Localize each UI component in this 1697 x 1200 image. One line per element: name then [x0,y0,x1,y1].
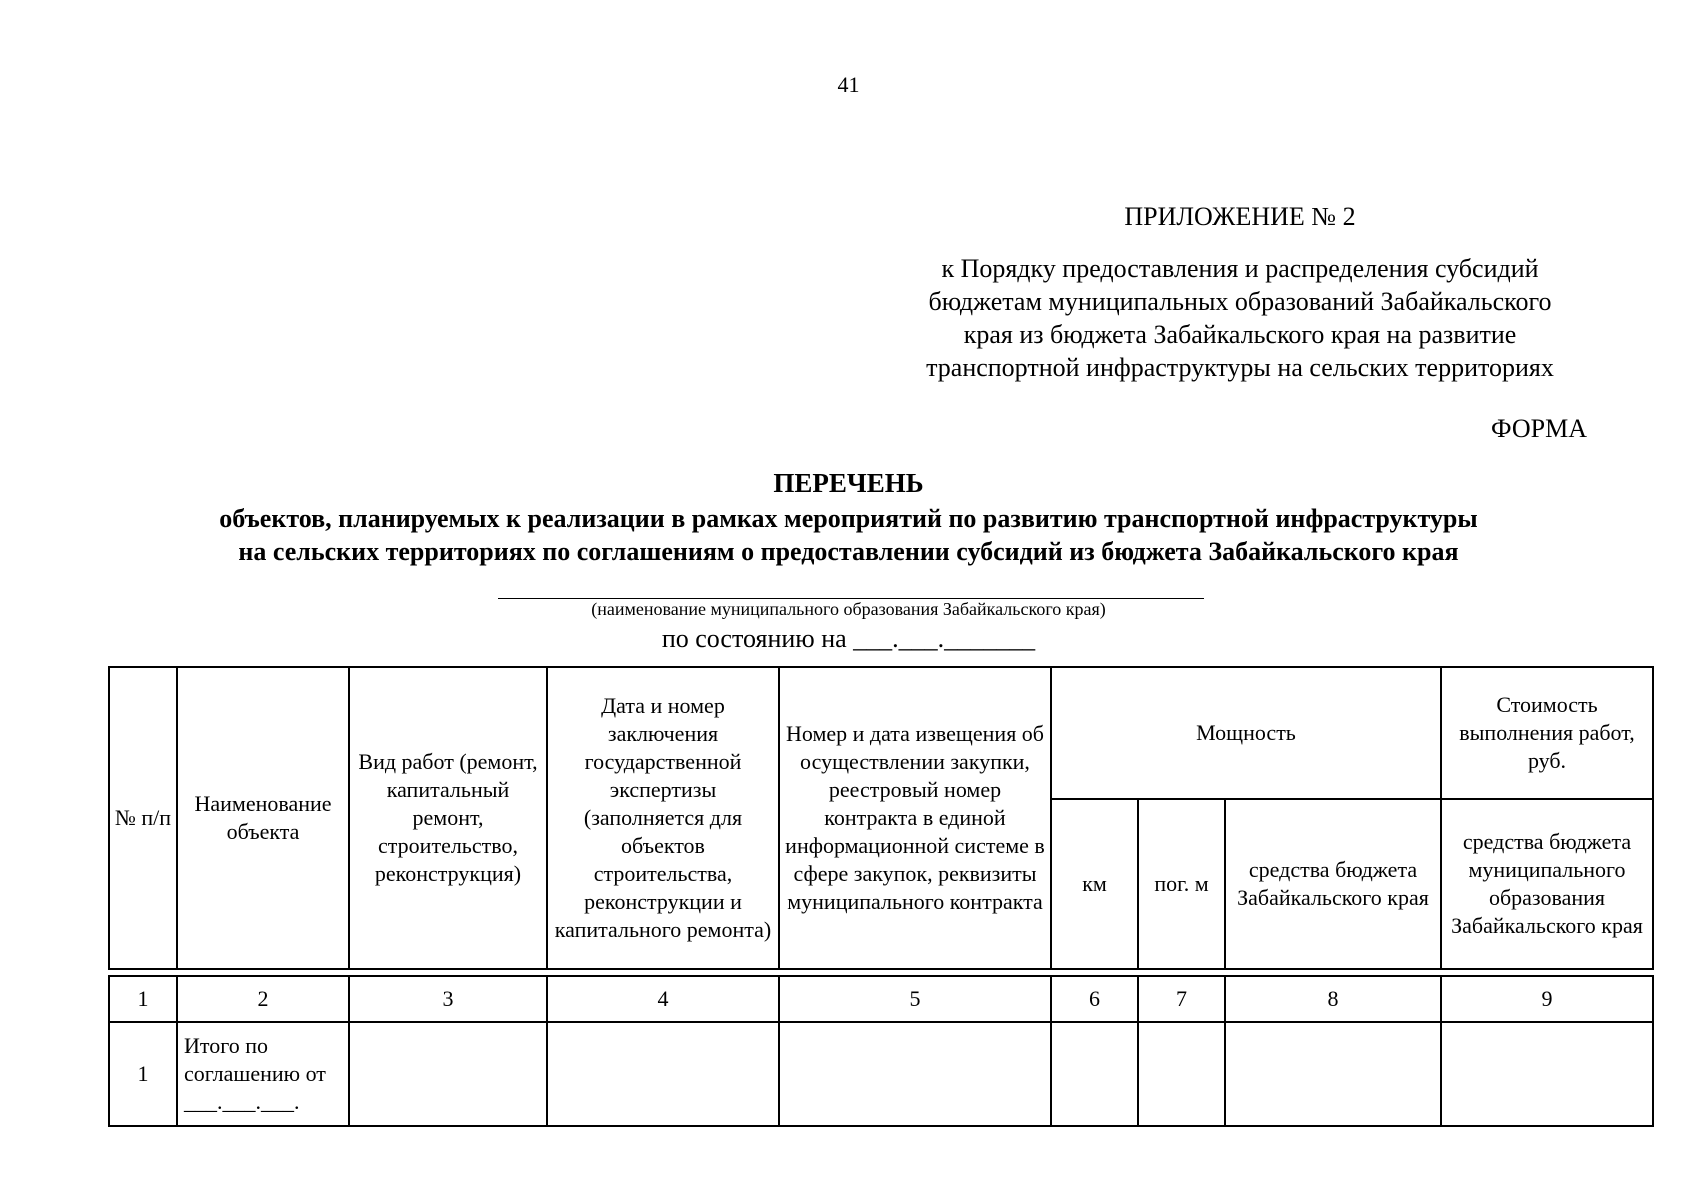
document-subtitle [100,502,1597,568]
column-number: 1 [109,976,177,1022]
subtitle-line: на сельских территориях по соглашениям о предоставлении субсидий из бюджета Забайкальского края [238,537,1459,566]
column-number: 5 [779,976,1051,1022]
page-number: 41 [837,72,860,97]
row-expertise [547,1022,779,1126]
row-object-name: Итого по соглашению от ___.___.___. [177,1022,349,1126]
column-number: 7 [1138,976,1225,1022]
appendix-line: к Порядку предоставления и распределения субсидий [941,254,1539,283]
table-row [109,1022,1653,1126]
header-object-name: Наименование объекта [177,667,349,969]
header-number: № п/п [109,667,177,969]
header-capacity: Мощность [1051,667,1441,799]
header-procurement: Номер и дата извещения об осуществлении закупки, реестровый номер контракта в единой информационной системе в сфере закупок, реквизиты муниципального контракта [779,667,1051,969]
appendix-line: транспортной инфраструктуры на сельских территориях [926,353,1554,382]
row-number: 1 [109,1022,177,1126]
column-number: 8 [1225,976,1441,1022]
header-cost: Стоимость выполнения работ, руб. [1441,667,1653,799]
objects-table-header [108,666,1654,970]
row-work-type [349,1022,547,1126]
header-work-type: Вид работ (ремонт, капитальный ремонт, строительство, реконструкция) [349,667,547,969]
row-km [1051,1022,1138,1126]
header-regional-budget: средства бюджета Забайкальского края [1225,799,1441,969]
form-label: ФОРМА [1491,414,1587,443]
appendix-title: ПРИЛОЖЕНИЕ № 2 [1124,202,1356,231]
status-date-line: по состоянию на ___.___._______ [661,624,1036,653]
appendix-line: края из бюджета Забайкальского края на развитие [963,320,1517,349]
objects-table-body [108,975,1654,1127]
header-municipal-budget: средства бюджета муниципального образования Забайкальского края [1441,799,1653,969]
appendix-description [880,252,1600,384]
row-procurement [779,1022,1051,1126]
document-title: ПЕРЕЧЕНЬ [773,468,924,498]
column-number: 2 [177,976,349,1022]
header-expertise: Дата и номер заключения государственной экспертизы (заполняется для объектов строительства, реконструкции и капитального ремонта) [547,667,779,969]
column-number: 9 [1441,976,1653,1022]
municipal-name-caption: (наименование муниципального образования Забайкальского края) [591,599,1106,619]
column-number: 3 [349,976,547,1022]
column-number: 4 [547,976,779,1022]
column-number: 6 [1051,976,1138,1022]
row-regional-budget [1225,1022,1441,1126]
row-municipal-budget [1441,1022,1653,1126]
appendix-line: бюджетам муниципальных образований Забайкальского [928,287,1552,316]
subtitle-line: объектов, планируемых к реализации в рамках мероприятий по развитию транспортной инфраструктуры [219,504,1478,533]
column-number-row [109,976,1653,1022]
header-linear-meters: пог. м [1138,799,1225,969]
row-linear-meters [1138,1022,1225,1126]
header-km: км [1051,799,1138,969]
